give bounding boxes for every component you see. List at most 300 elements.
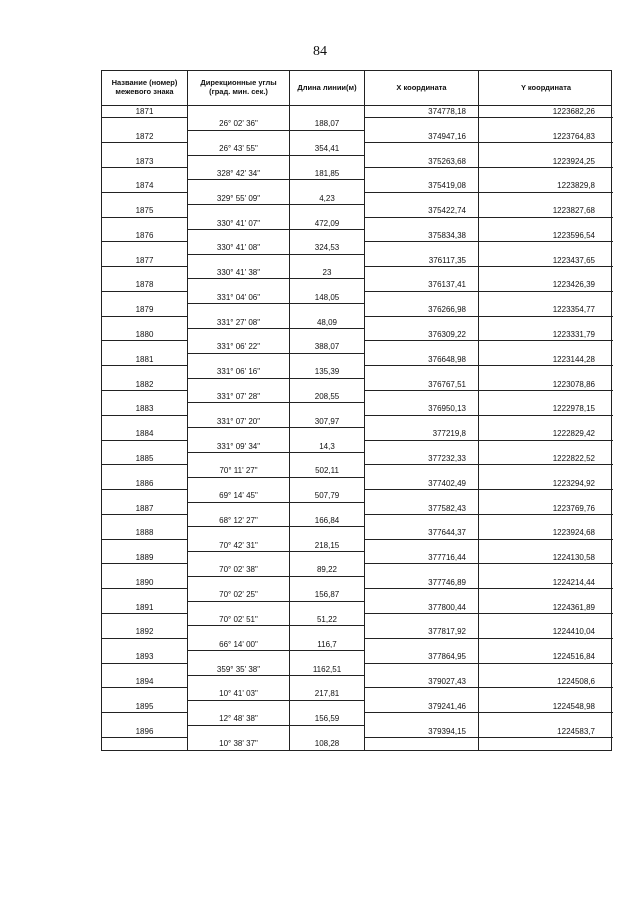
angle-cell — [188, 453, 290, 465]
y-coordinate-cell — [479, 193, 613, 205]
table-row — [102, 255, 611, 267]
line-length: 472,09 — [290, 218, 365, 230]
point-name-cell — [102, 564, 188, 576]
y-coordinate-cell — [479, 515, 613, 527]
x-coordinate-cell — [365, 267, 479, 279]
length-cell — [290, 428, 365, 440]
line-length: 156,87 — [290, 589, 365, 601]
table-row — [102, 354, 611, 366]
point-name: 1890 — [102, 577, 188, 589]
angle-cell — [188, 255, 290, 267]
point-name-cell — [102, 639, 188, 651]
table-row — [102, 738, 611, 750]
table-row — [102, 713, 611, 725]
direction-angle: 66° 14' 00" — [188, 639, 290, 651]
y-coordinate: 1224508,6 — [479, 676, 613, 688]
x-coordinate-cell — [365, 416, 479, 428]
table-row — [102, 540, 611, 552]
angle-cell — [188, 156, 290, 168]
point-name: 1891 — [102, 602, 188, 614]
line-length: 502,11 — [290, 465, 365, 477]
point-name: 1883 — [102, 403, 188, 415]
line-length: 307,97 — [290, 416, 365, 428]
header-angles: Дирекционные углы (град. мин. сек.) — [188, 71, 290, 105]
x-coordinate: 377644,37 — [365, 527, 479, 539]
x-coordinate: 375422,74 — [365, 205, 479, 217]
point-name-cell — [102, 465, 188, 477]
x-coordinate-cell — [365, 143, 479, 155]
y-coordinate-cell — [479, 118, 613, 130]
direction-angle: 330° 41' 08" — [188, 242, 290, 254]
angle-cell — [188, 106, 290, 118]
y-coordinate-cell — [479, 738, 613, 750]
x-coordinate-cell — [365, 218, 479, 230]
point-name-cell — [102, 168, 188, 180]
point-name: 1873 — [102, 156, 188, 168]
point-name-cell — [102, 515, 188, 527]
angle-cell — [188, 651, 290, 663]
length-cell — [290, 279, 365, 291]
length-cell — [290, 503, 365, 515]
x-coordinate: 377582,43 — [365, 503, 479, 515]
point-name: 1879 — [102, 304, 188, 316]
table-row — [102, 267, 611, 279]
y-coordinate: 1223827,68 — [479, 205, 613, 217]
x-coordinate-cell — [365, 490, 479, 502]
length-cell — [290, 403, 365, 415]
y-coordinate: 1223596,54 — [479, 230, 613, 242]
y-coordinate-cell — [479, 614, 613, 626]
length-cell — [290, 379, 365, 391]
point-name: 1876 — [102, 230, 188, 242]
direction-angle: 329° 55' 09" — [188, 193, 290, 205]
point-name-cell — [102, 391, 188, 403]
header-y: Y координата — [520, 82, 572, 92]
direction-angle: 328° 42' 34" — [188, 168, 290, 180]
point-name-cell — [102, 416, 188, 428]
length-cell — [290, 230, 365, 242]
direction-angle: 70° 42' 31" — [188, 540, 290, 552]
point-name: 1884 — [102, 428, 188, 440]
angle-cell — [188, 701, 290, 713]
x-coordinate: 374947,16 — [365, 131, 479, 143]
table-row — [102, 639, 611, 651]
x-coordinate-cell — [365, 168, 479, 180]
y-coordinate-cell — [479, 317, 613, 329]
table-row — [102, 304, 611, 316]
y-coordinate: 1223764,83 — [479, 131, 613, 143]
y-coordinate-cell — [479, 242, 613, 254]
x-coordinate: 377864,95 — [365, 651, 479, 663]
x-coordinate-cell — [365, 688, 479, 700]
y-coordinate: 1224548,98 — [479, 701, 613, 713]
point-name: 1878 — [102, 279, 188, 291]
coordinates-table — [101, 70, 612, 751]
point-name: 1889 — [102, 552, 188, 564]
point-name-cell — [102, 242, 188, 254]
point-name: 1892 — [102, 626, 188, 638]
direction-angle: 331° 09' 34" — [188, 441, 290, 453]
table-row — [102, 490, 611, 502]
length-cell — [290, 626, 365, 638]
point-name: 1877 — [102, 255, 188, 267]
table-row — [102, 602, 611, 614]
line-length: 116,7 — [290, 639, 365, 651]
angle-cell — [188, 180, 290, 192]
angle-cell — [188, 379, 290, 391]
x-coordinate: 377232,33 — [365, 453, 479, 465]
x-coordinate-cell — [365, 292, 479, 304]
y-coordinate-cell — [479, 292, 613, 304]
line-length: 218,15 — [290, 540, 365, 552]
x-coordinate: 379394,15 — [365, 726, 479, 738]
table-row — [102, 577, 611, 589]
x-coordinate: 377716,44 — [365, 552, 479, 564]
y-coordinate-cell — [479, 416, 613, 428]
angle-cell — [188, 354, 290, 366]
x-coordinate-cell — [365, 589, 479, 601]
direction-angle: 69° 14' 45" — [188, 490, 290, 502]
table-row — [102, 552, 611, 564]
header-length: Длина линии(м) — [290, 71, 365, 105]
x-coordinate: 374778,18 — [365, 106, 479, 118]
angle-cell — [188, 503, 290, 515]
x-coordinate-cell — [365, 193, 479, 205]
x-coordinate-cell — [365, 664, 479, 676]
x-coordinate-cell — [365, 738, 479, 750]
y-coordinate: 1224130,58 — [479, 552, 613, 564]
y-coordinate-cell — [479, 589, 613, 601]
x-coordinate-cell — [365, 465, 479, 477]
y-coordinate: 1223924,25 — [479, 156, 613, 168]
point-name-cell — [102, 292, 188, 304]
header-x: X координата — [365, 71, 479, 105]
y-coordinate: 1223426,39 — [479, 279, 613, 291]
table-row — [102, 230, 611, 242]
x-coordinate-cell — [365, 540, 479, 552]
y-coordinate-cell — [479, 465, 613, 477]
table-row — [102, 614, 611, 626]
point-name-cell — [102, 614, 188, 626]
point-name-cell — [102, 664, 188, 676]
angle-cell — [188, 329, 290, 341]
line-length: 4,23 — [290, 193, 365, 205]
x-coordinate: 375834,38 — [365, 230, 479, 242]
x-coordinate-cell — [365, 242, 479, 254]
direction-angle: 10° 38' 37" — [188, 738, 290, 750]
point-name-cell — [102, 218, 188, 230]
table-row — [102, 168, 611, 180]
direction-angle: 331° 07' 28" — [188, 391, 290, 403]
angle-cell — [188, 230, 290, 242]
line-length: 388,07 — [290, 341, 365, 353]
y-coordinate-cell — [479, 564, 613, 576]
point-name: 1888 — [102, 527, 188, 539]
x-coordinate-cell — [365, 118, 479, 130]
y-coordinate-cell — [479, 639, 613, 651]
y-coordinate-cell — [479, 688, 613, 700]
line-length: 1162,51 — [290, 664, 365, 676]
table-row — [102, 391, 611, 403]
table-row — [102, 180, 611, 192]
x-coordinate-cell — [365, 366, 479, 378]
line-length: 507,79 — [290, 490, 365, 502]
table-row — [102, 131, 611, 143]
table-row — [102, 564, 611, 576]
point-name: 1893 — [102, 651, 188, 663]
line-length: 217,81 — [290, 688, 365, 700]
point-name-cell — [102, 341, 188, 353]
x-coordinate: 376117,35 — [365, 255, 479, 267]
point-name-cell — [102, 118, 188, 130]
angle-cell — [188, 626, 290, 638]
line-length: 354,41 — [290, 143, 365, 155]
point-name-cell — [102, 490, 188, 502]
table-row — [102, 441, 611, 453]
table-row — [102, 527, 611, 539]
point-name: 1874 — [102, 180, 188, 192]
y-coordinate: 1223144,28 — [479, 354, 613, 366]
point-name: 1881 — [102, 354, 188, 366]
length-cell — [290, 552, 365, 564]
y-coordinate-cell — [479, 341, 613, 353]
x-coordinate: 377817,92 — [365, 626, 479, 638]
y-coordinate: 1223924,68 — [479, 527, 613, 539]
x-coordinate: 376648,98 — [365, 354, 479, 366]
length-cell — [290, 106, 365, 118]
direction-angle: 331° 07' 20" — [188, 416, 290, 428]
line-length: 14,3 — [290, 441, 365, 453]
angle-cell — [188, 676, 290, 688]
x-coordinate-cell — [365, 317, 479, 329]
x-coordinate-cell — [365, 713, 479, 725]
length-cell — [290, 527, 365, 539]
table-row — [102, 242, 611, 254]
point-name-cell — [102, 738, 188, 750]
table-body — [102, 106, 611, 750]
header-name: Название (номер) межевого знака — [102, 71, 188, 105]
table-row — [102, 118, 611, 130]
y-coordinate: 1223682,26 — [479, 106, 613, 118]
x-coordinate: 377746,89 — [365, 577, 479, 589]
y-coordinate: 1224410,04 — [479, 626, 613, 638]
table-row — [102, 341, 611, 353]
x-coordinate: 377800,44 — [365, 602, 479, 614]
line-length: 48,09 — [290, 317, 365, 329]
y-coordinate-cell — [479, 540, 613, 552]
table-row — [102, 379, 611, 391]
table-row — [102, 453, 611, 465]
length-cell — [290, 131, 365, 143]
line-length: 148,05 — [290, 292, 365, 304]
angle-cell — [188, 552, 290, 564]
y-coordinate-cell — [479, 391, 613, 403]
line-length: 23 — [290, 267, 365, 279]
point-name-cell — [102, 143, 188, 155]
y-coordinate-cell — [479, 168, 613, 180]
table-row — [102, 156, 611, 168]
table-row — [102, 403, 611, 415]
y-coordinate: 1223829,8 — [479, 180, 613, 192]
table-row — [102, 726, 611, 738]
angle-cell — [188, 577, 290, 589]
point-name-cell — [102, 193, 188, 205]
table-row — [102, 329, 611, 341]
y-coordinate: 1224516,84 — [479, 651, 613, 663]
y-coordinate-cell — [479, 490, 613, 502]
x-coordinate-cell — [365, 441, 479, 453]
x-coordinate: 379241,46 — [365, 701, 479, 713]
y-coordinate: 1223437,65 — [479, 255, 613, 267]
direction-angle: 331° 04' 06" — [188, 292, 290, 304]
x-coordinate: 379027,43 — [365, 676, 479, 688]
table-row — [102, 688, 611, 700]
point-name-cell — [102, 267, 188, 279]
x-coordinate: 376309,22 — [365, 329, 479, 341]
direction-angle: 330° 41' 38" — [188, 267, 290, 279]
y-coordinate-cell — [479, 664, 613, 676]
x-coordinate-cell — [365, 639, 479, 651]
length-cell — [290, 354, 365, 366]
direction-angle: 331° 06' 16" — [188, 366, 290, 378]
x-coordinate-cell — [365, 515, 479, 527]
direction-angle: 68° 12' 27" — [188, 515, 290, 527]
direction-angle: 331° 27' 08" — [188, 317, 290, 329]
angle-cell — [188, 478, 290, 490]
point-name: 1894 — [102, 676, 188, 688]
table-header — [102, 71, 611, 106]
line-length: 135,39 — [290, 366, 365, 378]
angle-cell — [188, 527, 290, 539]
point-name: 1871 — [102, 106, 188, 118]
length-cell — [290, 329, 365, 341]
direction-angle: 70° 02' 25" — [188, 589, 290, 601]
y-coordinate-cell — [479, 441, 613, 453]
table-row — [102, 589, 611, 601]
length-cell — [290, 453, 365, 465]
length-cell — [290, 651, 365, 663]
length-cell — [290, 726, 365, 738]
point-name: 1886 — [102, 478, 188, 490]
line-length: 166,84 — [290, 515, 365, 527]
direction-angle: 26° 02' 36" — [188, 118, 290, 130]
y-coordinate: 1223769,76 — [479, 503, 613, 515]
table-row — [102, 701, 611, 713]
y-coordinate: 1224583,7 — [479, 726, 613, 738]
point-name-cell — [102, 589, 188, 601]
line-length: 181,85 — [290, 168, 365, 180]
direction-angle: 12° 48' 38" — [188, 713, 290, 725]
line-length: 188,07 — [290, 118, 365, 130]
point-name: 1872 — [102, 131, 188, 143]
angle-cell — [188, 131, 290, 143]
point-name: 1875 — [102, 205, 188, 217]
direction-angle: 330° 41' 07" — [188, 218, 290, 230]
angle-cell — [188, 279, 290, 291]
point-name-cell — [102, 688, 188, 700]
angle-cell — [188, 428, 290, 440]
table-row — [102, 218, 611, 230]
table-row — [102, 279, 611, 291]
table-row — [102, 626, 611, 638]
y-coordinate: 1222822,52 — [479, 453, 613, 465]
length-cell — [290, 676, 365, 688]
direction-angle: 70° 02' 51" — [188, 614, 290, 626]
table-row — [102, 143, 611, 155]
y-coordinate-cell — [479, 713, 613, 725]
line-length: 108,28 — [290, 738, 365, 750]
table-row — [102, 515, 611, 527]
y-coordinate: 1222978,15 — [479, 403, 613, 415]
x-coordinate-cell — [365, 341, 479, 353]
line-length: 208,55 — [290, 391, 365, 403]
angle-cell — [188, 602, 290, 614]
point-name-cell — [102, 441, 188, 453]
point-name: 1885 — [102, 453, 188, 465]
line-length: 89,22 — [290, 564, 365, 576]
x-coordinate-cell — [365, 614, 479, 626]
table-row — [102, 503, 611, 515]
x-coordinate: 376266,98 — [365, 304, 479, 316]
length-cell — [290, 205, 365, 217]
x-coordinate-cell — [365, 391, 479, 403]
y-coordinate: 1223354,77 — [479, 304, 613, 316]
y-coordinate: 1222829,42 — [479, 428, 613, 440]
length-cell — [290, 156, 365, 168]
table-row — [102, 428, 611, 440]
y-coordinate-cell — [479, 218, 613, 230]
x-coordinate: 377402,49 — [365, 478, 479, 490]
angle-cell — [188, 726, 290, 738]
direction-angle: 331° 06' 22" — [188, 341, 290, 353]
length-cell — [290, 478, 365, 490]
y-coordinate-cell — [479, 143, 613, 155]
y-coordinate-cell — [479, 366, 613, 378]
table-row — [102, 317, 611, 329]
x-coordinate: 377219,8 — [365, 428, 479, 440]
length-cell — [290, 577, 365, 589]
x-coordinate: 376137,41 — [365, 279, 479, 291]
table-row — [102, 193, 611, 205]
table-row — [102, 205, 611, 217]
point-name-cell — [102, 317, 188, 329]
direction-angle: 26° 43' 55" — [188, 143, 290, 155]
angle-cell — [188, 304, 290, 316]
table-row — [102, 292, 611, 304]
length-cell — [290, 304, 365, 316]
table-row — [102, 416, 611, 428]
point-name-cell — [102, 713, 188, 725]
y-coordinate: 1223078,86 — [479, 379, 613, 391]
point-name: 1896 — [102, 726, 188, 738]
y-coordinate: 1223331,79 — [479, 329, 613, 341]
y-coordinate: 1224361,89 — [479, 602, 613, 614]
table-row — [102, 651, 611, 663]
table-row — [102, 478, 611, 490]
direction-angle: 10° 41' 03" — [188, 688, 290, 700]
point-name: 1880 — [102, 329, 188, 341]
x-coordinate: 375419,08 — [365, 180, 479, 192]
y-coordinate: 1223294,92 — [479, 478, 613, 490]
x-coordinate-cell — [365, 564, 479, 576]
angle-cell — [188, 205, 290, 217]
angle-cell — [188, 403, 290, 415]
y-coordinate-cell — [479, 267, 613, 279]
table-row — [102, 676, 611, 688]
line-length: 324,53 — [290, 242, 365, 254]
table-row — [102, 106, 611, 118]
x-coordinate: 375263,68 — [365, 156, 479, 168]
